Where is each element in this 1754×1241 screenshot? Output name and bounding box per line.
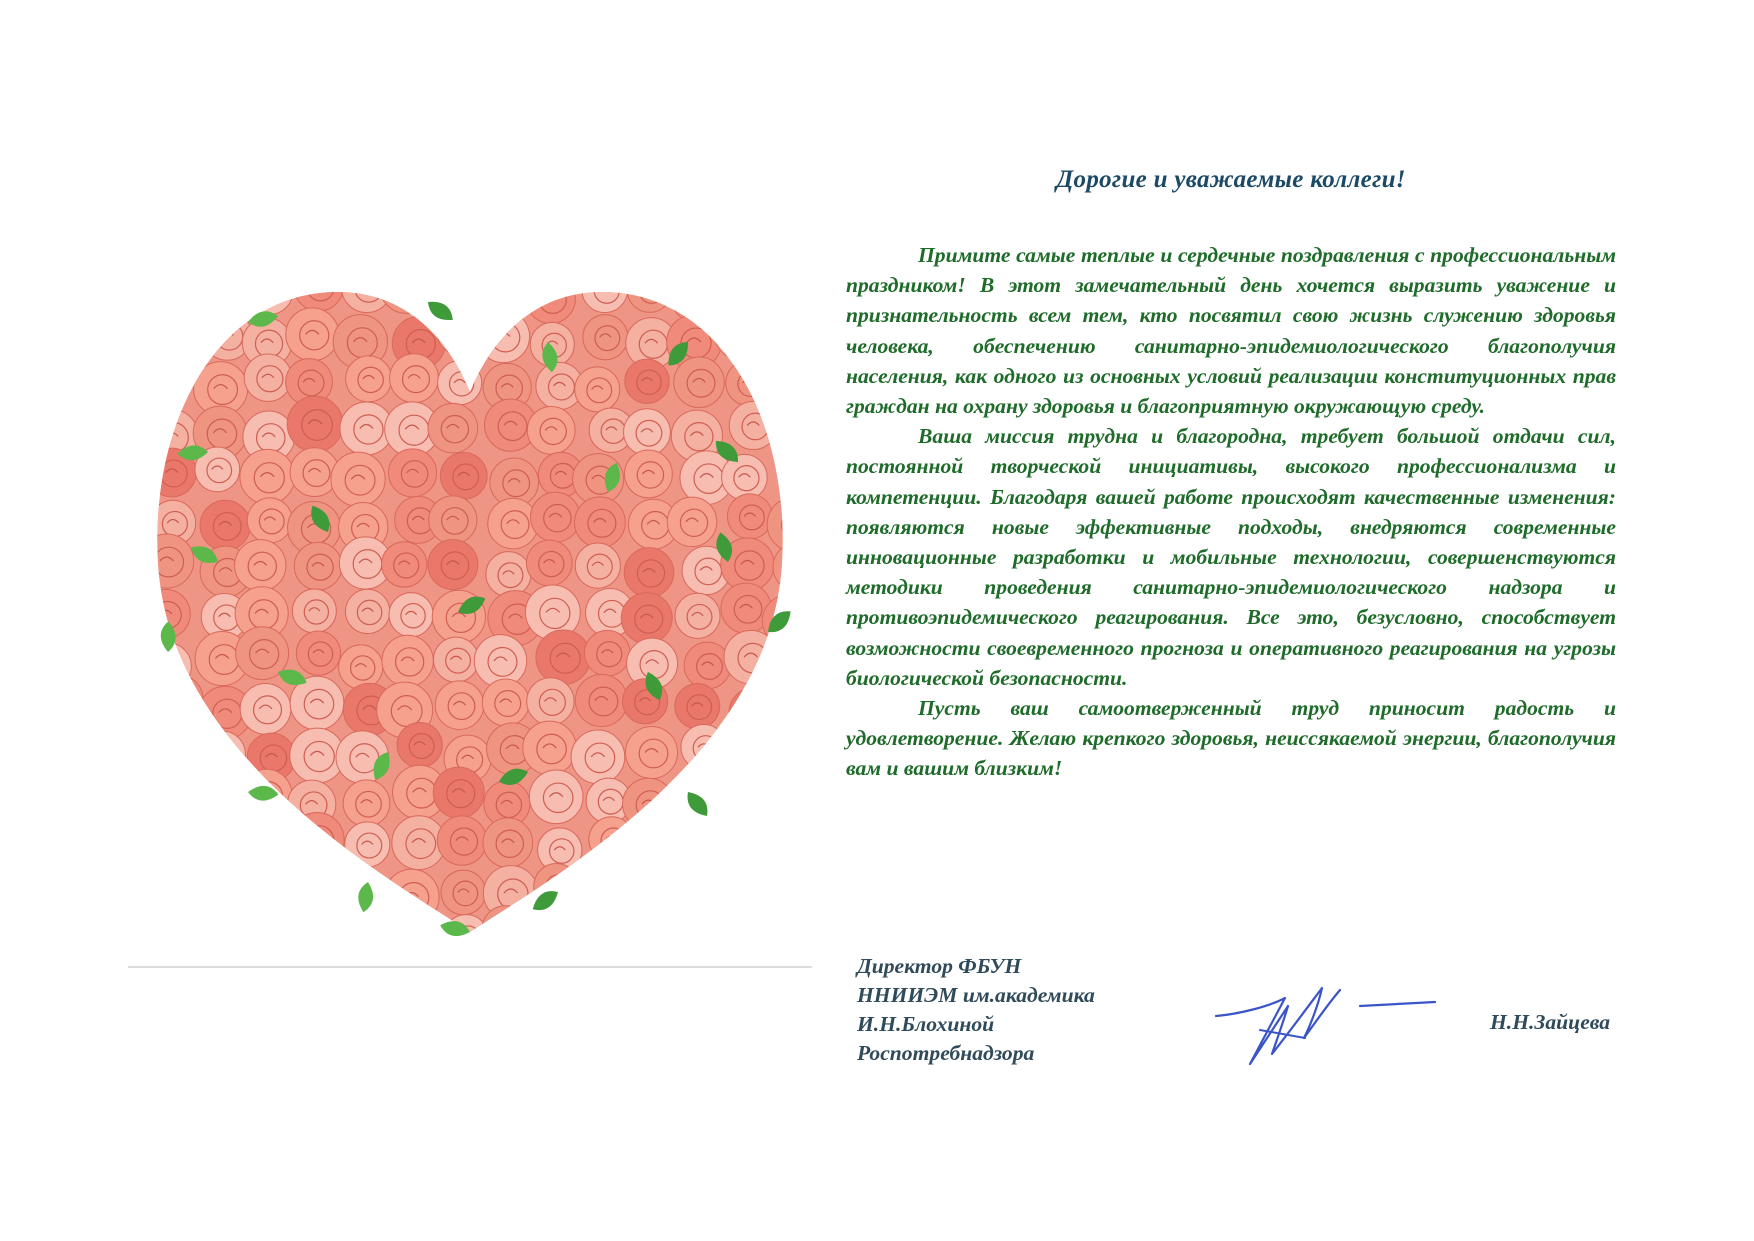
rose [531, 492, 581, 542]
rose [389, 449, 437, 497]
rose [288, 872, 337, 921]
rose [771, 357, 812, 412]
rose [198, 821, 250, 873]
rose [766, 811, 812, 864]
rose [536, 630, 591, 685]
rose [194, 770, 239, 815]
rose [727, 722, 773, 768]
rose [620, 908, 676, 964]
rose [624, 450, 672, 498]
rose [388, 909, 435, 956]
rose [780, 408, 812, 453]
rose [575, 543, 620, 588]
rose [571, 730, 625, 784]
rose [778, 775, 812, 823]
rose [155, 915, 199, 959]
rose [625, 359, 669, 403]
rose [197, 270, 242, 315]
rose [583, 915, 637, 964]
rose [621, 593, 672, 644]
rose [483, 818, 533, 868]
rose [575, 674, 627, 726]
rose [765, 725, 812, 774]
signatory-position-line-1: Директор ФБУН [857, 954, 1022, 978]
rose [488, 498, 538, 548]
rose [140, 815, 192, 867]
rose [296, 631, 340, 675]
signatory-title-block [857, 952, 1095, 1068]
rose [443, 915, 489, 961]
rose [726, 360, 771, 405]
rose [674, 357, 724, 407]
rose [727, 494, 772, 539]
rose [345, 822, 390, 867]
rose [675, 684, 720, 729]
rose [331, 452, 385, 506]
rose [428, 540, 478, 590]
letter-greeting-title: Дорогие и уважаемые коллеги! [1056, 166, 1406, 193]
rose [287, 396, 343, 452]
rose [684, 642, 731, 689]
rose [715, 770, 766, 821]
rose [526, 274, 575, 323]
handwritten-signature [1210, 976, 1440, 1076]
rose [139, 311, 191, 363]
rose [527, 678, 574, 725]
rose [188, 906, 240, 958]
rose [200, 500, 250, 550]
letter-paragraph-3: Пусть ваш самоотверженный труд приносит радость и удовлетворение. Желаю крепкого здоровья, неиссякаемой энергии, благополучия вам и вашим близким! [846, 696, 1616, 781]
rose [286, 308, 339, 361]
rose [584, 630, 630, 676]
rose [390, 354, 439, 403]
rose [632, 813, 682, 863]
rose [776, 874, 812, 919]
rose [574, 497, 625, 548]
rose [244, 908, 299, 963]
rose [582, 267, 628, 313]
rose [235, 540, 286, 591]
rose [146, 772, 199, 825]
rose [441, 870, 486, 915]
rose [724, 630, 778, 684]
greeting-letter [846, 160, 1616, 784]
letter-paragraph-1: Примите самые теплые и сердечные поздравления с профессиональным праздником! В этот замечательный день хочется выразить уважение и признательность всем тем, кто посвятил свою жизнь служению здоровья человека, обеспечению санитарно-эпидемиологического благополучия населения, как одного из основных условий реализации конституционных прав граждан на охрану здоровья и благоприятную окружающую среду. [846, 243, 1616, 419]
rose [155, 675, 203, 723]
rose [384, 869, 439, 924]
rose [589, 817, 634, 862]
rose [240, 449, 295, 504]
rose [248, 863, 292, 907]
rose [244, 354, 291, 401]
rose [142, 865, 194, 917]
rose [429, 496, 477, 544]
rose [149, 270, 194, 315]
rose [625, 726, 677, 778]
rose [714, 307, 766, 359]
rose [345, 589, 389, 633]
rose [685, 825, 730, 870]
rose [623, 778, 675, 830]
rose [765, 263, 812, 312]
rose [140, 534, 194, 588]
rose [346, 916, 395, 964]
rose [673, 916, 725, 964]
rose [247, 817, 301, 871]
rose [576, 865, 622, 911]
rose [583, 315, 628, 360]
rose [675, 867, 722, 914]
leaf [529, 888, 563, 914]
rose [144, 355, 189, 400]
rose [624, 409, 671, 456]
signer-name: Н.Н.Зайцева [1490, 1010, 1611, 1034]
rose [523, 721, 577, 775]
rose [389, 593, 433, 637]
rose [729, 688, 778, 737]
rose [434, 637, 479, 682]
rose [292, 907, 337, 952]
rose [530, 915, 581, 964]
rose [192, 862, 240, 910]
rose [477, 310, 529, 362]
rose [722, 454, 768, 500]
rose [482, 906, 529, 953]
rose [723, 264, 776, 317]
rose [723, 867, 773, 917]
rose [290, 813, 344, 867]
rose [575, 367, 620, 412]
rose [671, 273, 721, 323]
rose [440, 453, 487, 500]
rose [379, 258, 434, 313]
rose [527, 406, 575, 454]
rose [526, 540, 572, 586]
rose [770, 633, 812, 681]
rose [529, 770, 583, 824]
rose [246, 267, 293, 314]
rose [771, 674, 812, 729]
rose [146, 729, 191, 774]
rose [775, 320, 812, 367]
rose [341, 262, 392, 313]
rose [675, 593, 720, 638]
rose [624, 548, 674, 598]
rose [667, 497, 717, 547]
rose [428, 403, 478, 453]
rose [719, 820, 770, 871]
rose [627, 267, 672, 312]
rose [346, 356, 392, 402]
rose [397, 722, 442, 767]
leaf [424, 295, 456, 328]
signatory-position-line-4: Роспотребнадзора [857, 1041, 1035, 1065]
leaf [353, 880, 378, 914]
rose [438, 361, 482, 405]
rose [437, 816, 486, 865]
signatory-position-line-2: ННИИЭМ им.академика [857, 983, 1095, 1007]
rose [199, 731, 245, 777]
rose [240, 683, 291, 734]
rose [343, 780, 390, 827]
rose [779, 454, 812, 502]
rose [481, 267, 533, 319]
rose [624, 868, 680, 924]
rose [768, 919, 812, 964]
rose [339, 645, 383, 689]
rose-heart-illustration [128, 232, 812, 964]
rose [713, 910, 766, 963]
letter-paragraph-2: Ваша миссия трудна и благородна, требует большой отдачи сил, постоянной творческой инициативы, высокого профессионализма и компетенции. Благодаря вашей работе происходят качественные изменения: появляются новые эффективные подходы, внедряются современные инновационные разработки и мобильные технологии, совершенствуются методики проведения санитарно-эпидемиологического надзора и противоэпидемического реагирования. Все это, безусловно, способствует возможности своевременного прогноза и оперативного реагирования на угрозы биологической безопасности. [846, 424, 1616, 690]
rose-heart-bouquet [128, 232, 812, 964]
rose [292, 589, 336, 633]
rose [681, 724, 727, 770]
rose [381, 542, 426, 587]
rose [435, 681, 484, 730]
photo-bottom-divider [128, 966, 812, 968]
rose [247, 498, 292, 543]
leaf [684, 787, 712, 821]
rose [382, 635, 433, 686]
rose [294, 261, 344, 311]
rose [294, 542, 342, 590]
rose [433, 767, 484, 818]
rose [482, 679, 529, 726]
signatory-position-line-3: И.Н.Блохиной [857, 1012, 995, 1036]
rose [486, 552, 531, 597]
rose [729, 401, 777, 449]
